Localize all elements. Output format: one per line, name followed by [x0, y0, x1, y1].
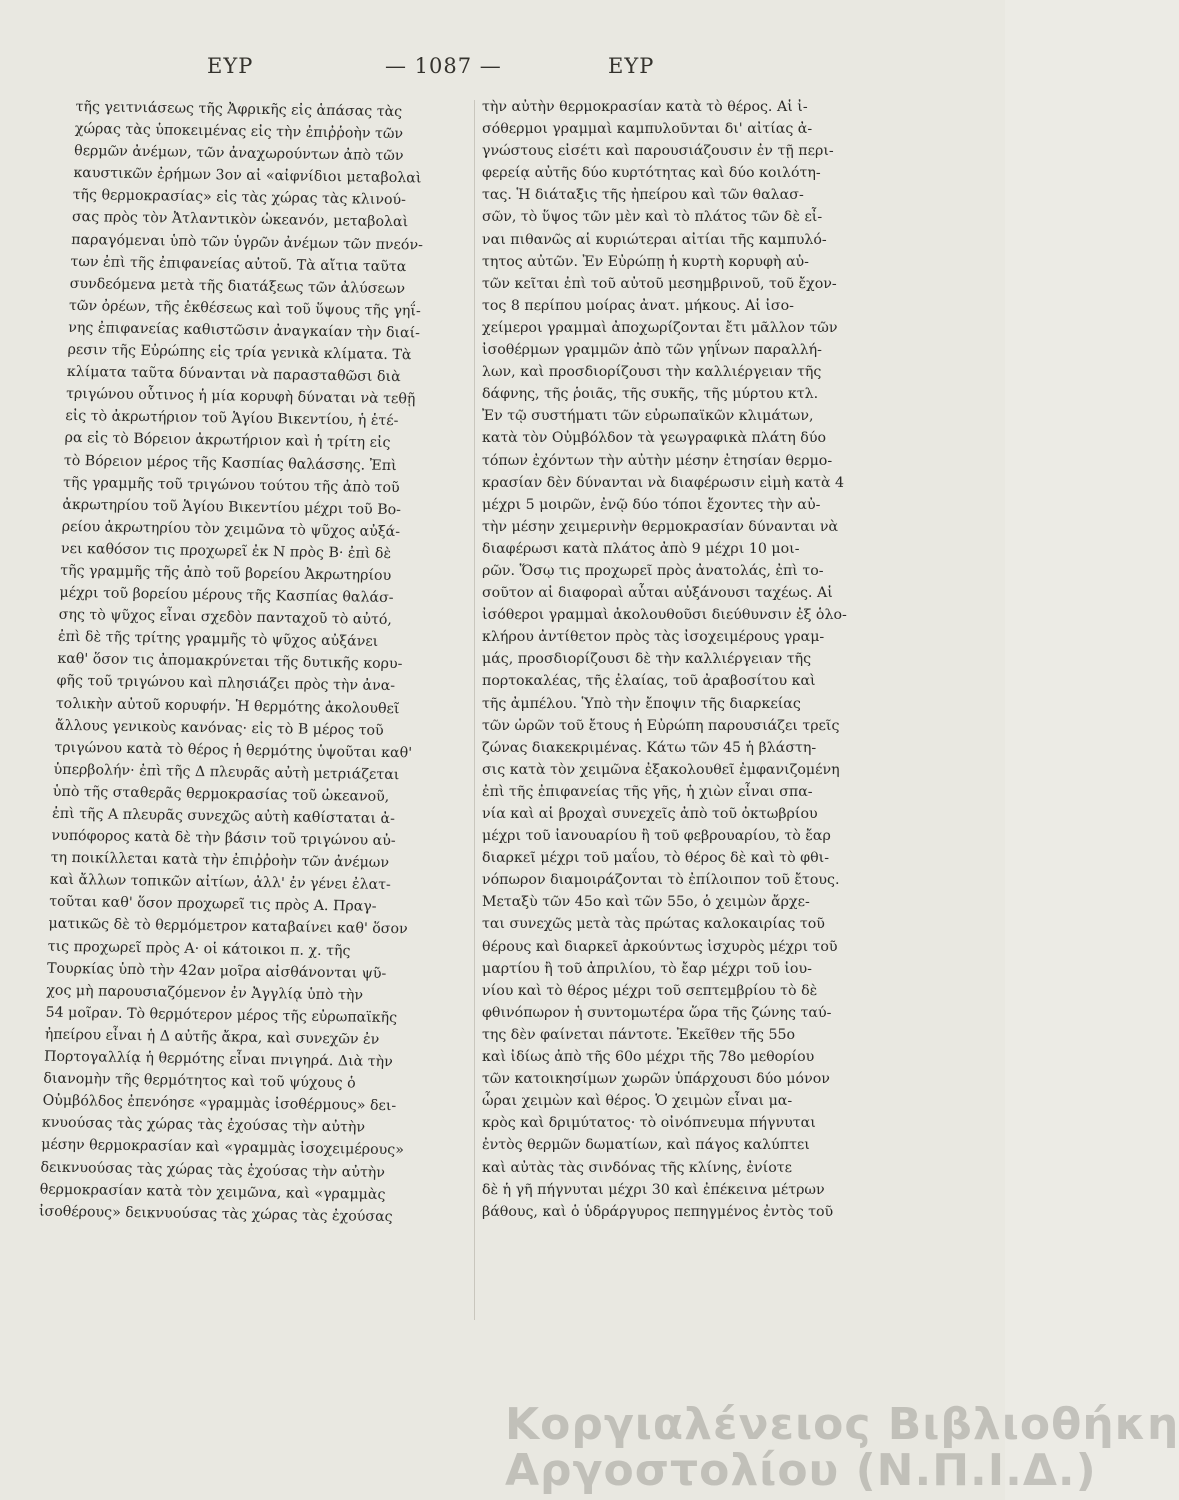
text-line: τῶν κατοικησίμων χωρῶν ὑπάρχουσι δύο μόνον: [482, 1071, 830, 1088]
text-line: νίου καὶ τὸ θέρος μέχρι τοῦ σεπτεμβρίου τὸ δὲ: [482, 982, 818, 999]
text-line: ζώνας διακεκριμένας. Κάτω τῶν 45 ἡ βλάστη-: [482, 739, 817, 756]
text-line: ναι πιθανῶς αἱ κυριώτεραι αἰτίαι τῆς καμπυλό-: [482, 231, 827, 248]
text-line: διαφέρωσι κατὰ πλάτος ἀπὸ 9 μέχρι 10 μοι-: [482, 540, 800, 557]
text-line: εἰς τὸ ἀκρωτήριον τοῦ Ἁγίου Βικεντίου, ἡ ἑτέ-: [65, 408, 399, 430]
text-line: διανομὴν τῆς θερμότητος καὶ τοῦ ψύχους ὁ: [43, 1070, 356, 1092]
text-line: ὑπερβολήν· ἐπὶ τῆς Δ πλευρᾶς αὐτὴ μετριάζεται: [53, 761, 400, 783]
text-line: δάφνης, τῆς ῥοιᾶς, τῆς συκῆς, τῆς μύρτου κτλ.: [482, 386, 819, 403]
text-line: τῶν ὡρῶν τοῦ ἔτους ἡ Εὐρώπη παρουσιάζει τρεῖς: [482, 717, 840, 734]
text-line: μέχρι 5 μοιρῶν, ἐνῷ δύο τόποι ἔχοντες τὴν αὐ-: [482, 496, 821, 513]
text-line: τὴν μέσην χειμερινὴν θερμοκρασίαν δύνανται νὰ: [482, 518, 839, 535]
text-line: ἰσοθέρμων γραμμῶν ἀπὸ τῶν γηΐνων παραλλή-: [482, 342, 822, 359]
text-line: διαρκεῖ μέχρι τοῦ μαΐου, τὸ θέρος δὲ καὶ τὸ φθι-: [482, 850, 830, 867]
text-line: φερείᾳ αὐτῆς δύο κυρτότητας καὶ δύο κοιλότη-: [482, 165, 821, 182]
text-line: παραγόμεναι ὑπὸ τῶν ὑγρῶν ἀνέμων τῶν πνεόν-: [70, 231, 424, 254]
text-line: φθινόπωρον ἡ συντομωτέρα ὥρα τῆς ζώνης ταύ-: [482, 1004, 832, 1021]
text-line: μέχρι τοῦ βορείου μέρους τῆς Κασπίας θαλάσ-: [59, 584, 394, 607]
text-line: βάθους, καὶ ὁ ὑδράργυρος πεπηγμένος ἐντὸς τοῦ: [482, 1203, 834, 1220]
text-line: νει καθόσον τις προχωρεῖ ἐκ Ν πρὸς Β· ἐπὶ δὲ: [60, 540, 392, 562]
text-line: της δὲν φαίνεται πάντοτε. Ἐκεῖθεν τῆς 55ο: [482, 1026, 796, 1043]
text-line: τη ποικίλλεται κατὰ τὴν ἐπιῤῥοὴν τῶν ἀνέμων: [50, 849, 390, 872]
text-line: τας. Ἡ διάταξις τῆς ἠπείρου καὶ τῶν θαλασ-: [482, 187, 804, 204]
watermark-line-1: Κοργιαλένειος Βιβλιοθήκη: [505, 1399, 1179, 1450]
text-line: τῶν κεῖται ἐπὶ τοῦ αὐτοῦ μεσημβρινοῦ, τοῦ ἔχον-: [482, 275, 837, 292]
text-line: χώρας τὰς ὑποκειμένας εἰς τὴν ἐπιῤῥοὴν τῶν: [74, 121, 404, 143]
text-line: θέρους καὶ διαρκεῖ ἀρκούντως ἰσχυρὸς μέχρι τοῦ: [482, 938, 838, 955]
page-number: — 1087 —: [385, 54, 502, 78]
text-line: Οὐμβόλδος ἐπενόησε «γραμμὰς ἰσοθέρμους» δει-: [42, 1092, 397, 1115]
text-line: τολικὴν αὐτοῦ κορυφήν. Ἡ θερμότης ἀκολουθεῖ: [55, 695, 400, 717]
text-line: σης τὸ ψῦχος εἶναι σχεδὸν πανταχοῦ τὸ αὐτό,: [58, 606, 393, 629]
text-line: ἰσοθέρους» δεικνυούσας τὰς χώρας τὰς ἐχούσας: [38, 1203, 393, 1225]
header-right-entry: ΕΥΡ: [608, 54, 655, 78]
text-line: Πορτογαλλίᾳ ἡ θερμότης εἶναι πνιγηρά. Διὰ τὴν: [43, 1048, 394, 1071]
text-line: δὲ ἡ γῆ πήγνυται μέχρι 30 καὶ ἐπέκεινα μέτρων: [482, 1181, 825, 1198]
text-line: τῆς γειτνιάσεως τῆς Ἀφρικῆς εἰς ἁπάσας τὰς: [75, 98, 403, 121]
text-line: μάς, προσδιορίζουσι δὲ τὴν καλλιέργειαν τῆς: [482, 651, 812, 668]
text-line: κλίματα ταῦτα δύνανται νὰ παρασταθῶσι διὰ: [66, 364, 401, 386]
text-line: ματικῶς δὲ τὸ θερμόμετρον καταβαίνει καθ' ὅσον: [48, 916, 408, 938]
column-divider: [474, 100, 475, 1320]
text-line: θερμῶν ἀνέμων, τῶν ἀναχωρούντων ἀπὸ τῶν: [73, 143, 404, 165]
text-line: δεικνυούσας τὰς χώρας τὰς ἐχούσας τὴν αὐτὴν: [40, 1159, 386, 1181]
text-line: τόπων ἐχόντων τὴν αὐτὴν μέσην ἐτησίαν θερμο-: [482, 452, 833, 469]
text-line: ρῶν. Ὅσῳ τις προχωρεῖ πρὸς ἀνατολάς, ἐπὶ το-: [482, 562, 824, 579]
text-line: ται συνεχῶς μετὰ τὰς πρώτας καλοκαιρίας τοῦ: [482, 916, 825, 933]
page-header: [0, 54, 1005, 88]
text-line: 54 μοῖραν. Τὸ θερμότερον μέρος τῆς εὐρωπαϊκῆς: [45, 1004, 398, 1026]
text-line: ἐπὶ δὲ τῆς τρίτης γραμμῆς τὸ ψῦχος αὐξάνει: [57, 629, 379, 651]
text-line: τριγώνου οὗτινος ἡ μία κορυφὴ δύναται νὰ τεθῇ: [65, 386, 416, 408]
text-line: τὴν αὐτὴν θερμοκρασίαν κατὰ τὸ θέρος. Αἱ ἰ-: [482, 99, 808, 115]
text-line: τητος αὐτῶν. Ἐν Εὐρώπῃ ἡ κυρτὴ κορυφὴ αὐ-: [482, 253, 809, 270]
text-line: ἐντὸς θερμῶν δωματίων, καὶ πάγος καλύπτει: [482, 1137, 810, 1154]
text-line: γνώστους εἰσέτι καὶ παρουσιάζουσιν ἐν τῇ περι-: [482, 143, 834, 160]
text-line: Ἐν τῷ συστήματι τῶν εὐρωπαϊκῶν κλιμάτων,: [482, 408, 814, 425]
text-line: χος μὴ παρουσιαζόμενον ἐν Ἀγγλίᾳ ὑπὸ τὴν: [46, 982, 364, 1004]
text-line: κλήρου ἀντίθετον πρὸς τὰς ἰσοχειμέρους γραμ-: [482, 629, 825, 646]
text-line: καὶ ἄλλων τοπικῶν αἰτίων, ἀλλ' ἐν γένει ἐλατ-: [49, 871, 392, 894]
text-line: κρὸς καὶ δριμύτατος· τὸ οἰνόπνευμα πήγνυται: [482, 1115, 816, 1132]
text-line: κνυούσας τὰς χώρας τὰς ἐχούσας τὴν αὐτὴν: [41, 1114, 366, 1136]
left-text-column: [39, 96, 468, 1228]
text-line: νης ἐπιφανείας καθιστῶσιν ἀναγκαίαν τὴν διαί-: [68, 319, 421, 342]
text-line: των ἐπὶ τῆς ἐπιφανείας αὐτοῦ. Τὰ αἴτια ταῦτα: [70, 253, 407, 275]
text-line: ἠπείρου εἶναι ἡ Δ αὐτῆς ἄκρα, καὶ συνεχῶν ἐν: [44, 1026, 380, 1048]
text-line: μέσην θερμοκρασίαν καὶ «γραμμὰς ἰσοχειμέρους»: [40, 1136, 405, 1159]
text-line: καὶ ἰδίως ἀπὸ τῆς 60ο μέχρι τῆς 78ο μεθορίου: [482, 1049, 815, 1066]
text-line: φῆς τοῦ τριγώνου καὶ πλησιάζει πρὸς τὴν ἀνα-: [56, 673, 396, 695]
text-line: σας πρὸς τὸν Ἀτλαντικὸν ὠκεανόν, μεταβολαὶ: [71, 209, 409, 231]
text-line: τοῦται καθ' ὅσον προχωρεῖ τις πρὸς Α. Πραγ-: [48, 894, 377, 916]
text-line: νόπωρον διαμοιράζονται τὸ ἐπίλοιπον τοῦ ἔτους.: [482, 872, 840, 889]
text-line: ἐπὶ τῆς ἐπιφανείας τῆς γῆς, ἡ χιὼν εἶναι σπα-: [482, 783, 813, 800]
text-line: τῆς ἀμπέλου. Ὑπὸ τὴν ἔποψιν τῆς διαρκείας: [482, 695, 801, 712]
text-line: ὧραι χειμὼν καὶ θέρος. Ὁ χειμὼν εἶναι μα-: [482, 1093, 793, 1110]
text-line: κατὰ τὸν Οὐμβόλδον τὰ γεωγραφικὰ πλάτη δύο: [482, 430, 826, 447]
library-watermark: [505, 1399, 1179, 1496]
text-line: θερμοκρασίαν κατὰ τὸν χειμῶνα, καὶ «γραμμὰς: [39, 1181, 386, 1203]
text-line: ρείου ἀκρωτηρίου τὸν χειμῶνα τὸ ψῦχος αὐξά-: [61, 518, 401, 540]
text-line: σῶν, τὸ ὕψος τῶν μὲν καὶ τὸ πλάτος τῶν δὲ εἶ-: [482, 209, 823, 226]
text-line: καὶ αὐτὰς τὰς σινδόνας τῆς κλίνης, ἐνίοτε: [482, 1159, 792, 1176]
text-line: τριγώνου κατὰ τὸ θέρος ἡ θερμότης ὑψοῦται καθ': [54, 739, 413, 762]
text-line: ἀκρωτηρίου τοῦ Ἁγίου Βικεντίου μέχρι τοῦ Βο-: [62, 496, 402, 518]
text-line: τῶν ὀρέων, τῆς ἐκθέσεως καὶ τοῦ ὕψους τῆς γηΐ-: [68, 297, 422, 320]
text-line: πορτοκαλέας, τῆς ἐλαίας, τοῦ ἀραβοσίτου καὶ: [482, 673, 816, 690]
text-line: χείμεροι γραμμαὶ ἀποχωρίζονται ἔτι μᾶλλον τῶν: [482, 319, 838, 336]
text-line: ἐπὶ τῆς Α πλευρᾶς συνεχῶς αὐτὴ καθίσταται ἀ-: [51, 805, 396, 828]
text-line: σις κατὰ τὸν χειμῶνα ἐξακολουθεῖ ἐμφανιζομένη: [482, 761, 840, 778]
text-line: νυπόφορος κατὰ δὲ τὴν βάσιν τοῦ τριγώνου αὐ-: [51, 827, 396, 850]
text-line: τὸ Βόρειον μέρος τῆς Κασπίας θαλάσσης. Ἐπὶ: [63, 452, 397, 474]
text-line: σοῦτον αἱ διαφοραὶ αὗται αὐξάνουσι ταχέως. Αἱ: [482, 585, 833, 602]
text-line: νία καὶ αἱ βροχαὶ συνεχεῖς ἀπὸ τοῦ ὀκτωβρίου: [482, 806, 818, 822]
text-line: καθ' ὅσον τις ἀπομακρύνεται τῆς δυτικῆς κορυ-: [57, 651, 403, 673]
text-line: καυστικῶν ἐρήμων 3ον αἱ «αἰφνίδιοι μεταβολαὶ: [73, 165, 422, 187]
text-line: τος 8 περίπου μοίρας ἀνατ. μήκους. Αἱ ἰσο-: [482, 297, 794, 314]
text-line: ἰσόθεροι γραμμαὶ ἀκολουθοῦσι διεύθυνσιν ἐξ ὁλο-: [482, 607, 847, 624]
text-line: ἄλλους γενικοὺς κανόνας· εἰς τὸ Β μέρος τοῦ: [54, 717, 384, 739]
text-line: ρα εἰς τὸ Βόρειον ἀκρωτήριον καὶ ἡ τρίτη εἰς: [64, 430, 391, 452]
text-line: τῆς γραμμῆς τοῦ τριγώνου τούτου τῆς ἀπὸ τοῦ: [62, 474, 400, 496]
text-line: μαρτίου ἢ τοῦ ἀπριλίου, τὸ ἔαρ μέχρι τοῦ ἰου-: [482, 960, 812, 977]
text-line: τῆς θερμοκρασίας» εἰς τὰς χώρας τὰς κλινού-: [72, 187, 407, 209]
text-line: λων, καὶ προσδιορίζουσι τὴν καλλιέργειαν τῆς: [482, 364, 822, 381]
text-line: κρασίαν δὲν δύνανται νὰ διαφέρωσιν εἰμὴ κατὰ 4: [482, 474, 845, 491]
header-left-entry: ΕΥΡ: [207, 54, 254, 78]
text-line: Μεταξὺ τῶν 45ο καὶ τῶν 55ο, ὁ χειμὼν ἄρχε-: [482, 894, 810, 911]
text-line: ὑπὸ τῆς σταθερᾶς θερμοκρασίας τοῦ ὠκεανοῦ,: [52, 783, 390, 805]
right-text-column: [482, 96, 874, 1223]
text-line: μέχρι τοῦ ἰανουαρίου ἢ τοῦ φεβρουαρίου, τὸ ἔαρ: [482, 828, 831, 845]
text-line: τις προχωρεῖ πρὸς Α· οἱ κάτοικοι π. χ. τῆς: [47, 938, 351, 959]
text-line: Τουρκίας ὑπὸ τὴν 42αν μοῖρα αἰσθάνονται ψῦ-: [46, 960, 387, 982]
watermark-line-2: Αργοστολίου (Ν.Π.Ι.Δ.): [505, 1445, 1097, 1496]
text-line: τῆς γραμμῆς τῆς ἀπὸ τοῦ βορείου Ἀκρωτηρίου: [59, 562, 392, 584]
text-line: ρεσιν τῆς Εὐρώπης εἰς τρία γενικὰ κλίματα. Τὰ: [67, 341, 412, 364]
text-line: σόθερμοι γραμμαὶ καμπυλοῦνται δι' αἰτίας ἀ-: [482, 121, 813, 138]
text-line: συνδεόμενα μετὰ τῆς διατάξεως τῶν ἀλύσεων: [69, 275, 406, 297]
